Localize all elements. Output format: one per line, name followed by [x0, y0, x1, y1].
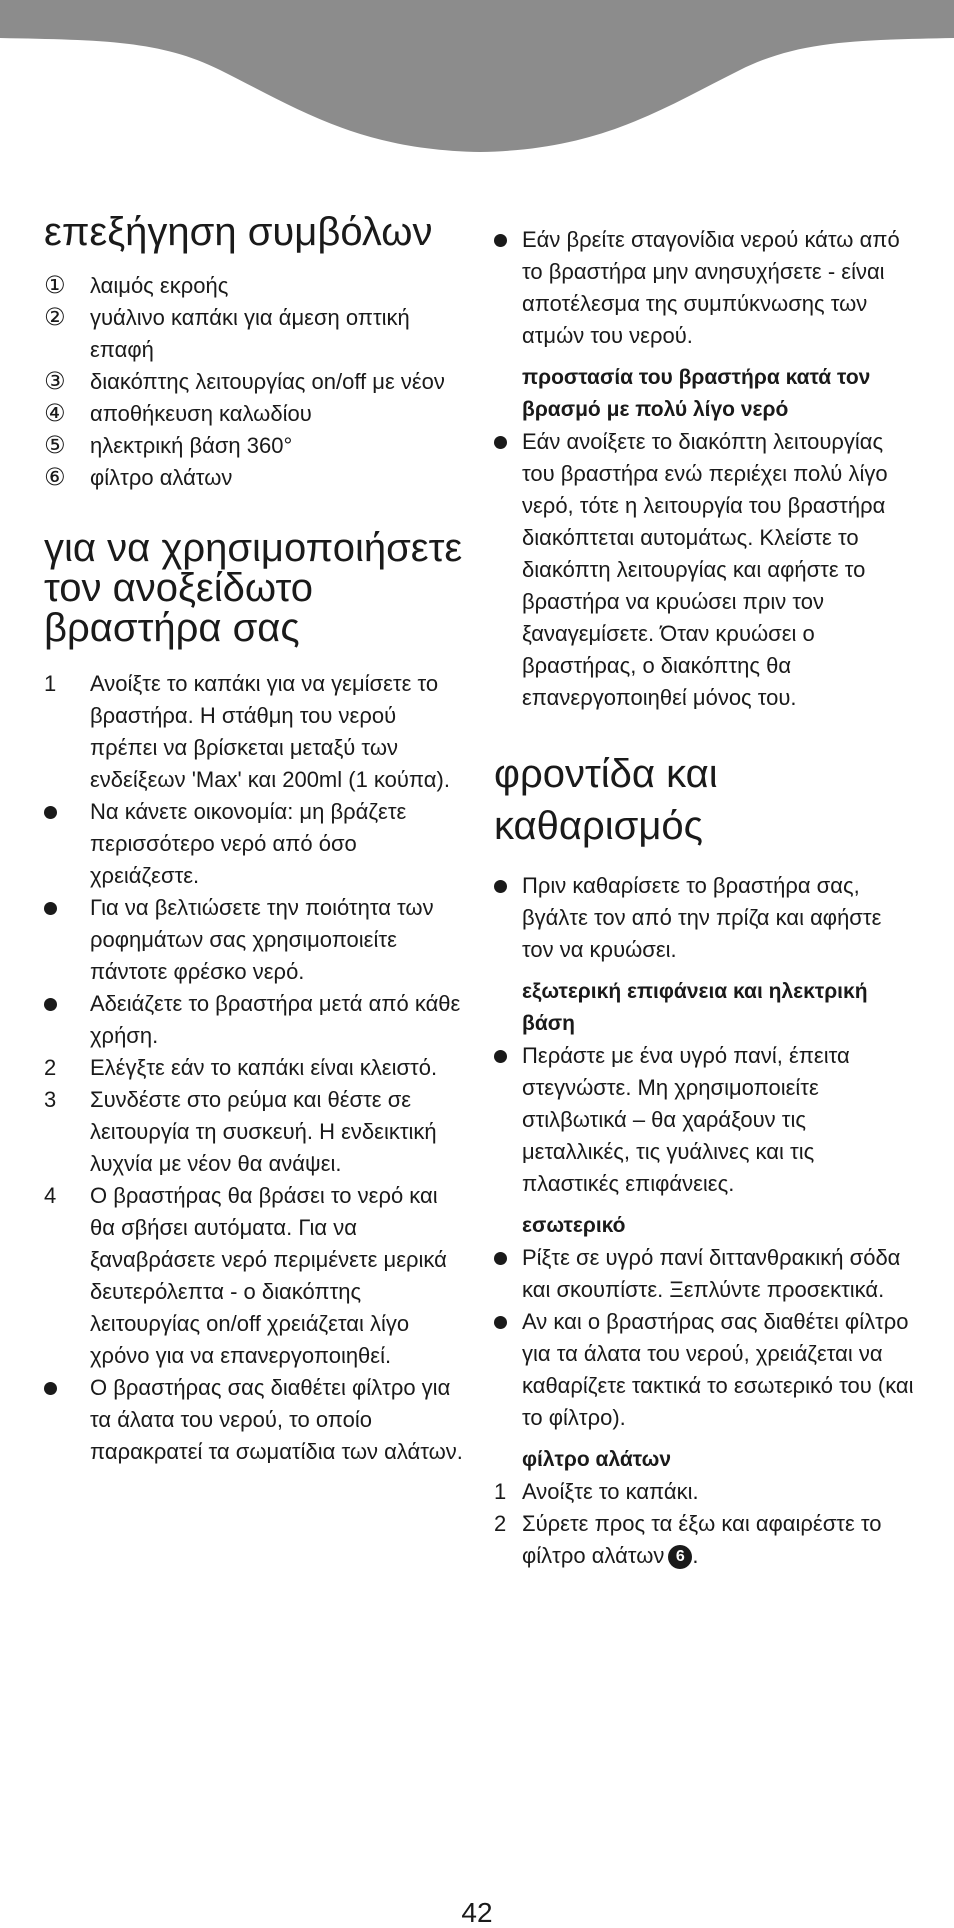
filter-subheading: φίλτρο αλάτων: [522, 1448, 672, 1471]
bullet-icon: [44, 988, 76, 1020]
step-marker: 1: [44, 671, 57, 696]
filter-steps-list: [494, 1476, 914, 1572]
list-item: [44, 892, 464, 988]
list-item: [44, 1084, 464, 1180]
circled-number-3: ③: [44, 368, 66, 395]
list-item: [494, 224, 914, 352]
circled-number-5: ⑤: [44, 432, 66, 459]
bullet-icon: [494, 1242, 526, 1274]
list-item-text: διακόπτης λειτουργίας on/off με νέον: [90, 369, 445, 394]
list-item-text: Περάστε με ένα υγρό πανί, έπειτα στεγνώστε. Μη χρησιμοποιείτε στιλβωτικά – θα χαράξουν τις μεταλλικές, τις γυάλινες και τις πλαστικές επιφάνειες.: [522, 1043, 850, 1196]
list-item-text: Ανοίξτε το καπάκι.: [522, 1479, 699, 1504]
list-item: [494, 1242, 914, 1306]
bullet-icon: [494, 870, 526, 902]
care-intro-list: [494, 870, 914, 966]
circled-number-4: ④: [44, 400, 66, 427]
list-item: [44, 270, 464, 302]
usage-heading: για να χρησιμοποιήσετε τον ανοξείδωτο βραστήρα σας: [44, 526, 463, 650]
list-item: [44, 988, 464, 1052]
list-item: [44, 796, 464, 892]
list-item-text: ηλεκτρική βάση 360°: [90, 433, 293, 458]
number-6-badge-icon: 6: [668, 1545, 692, 1569]
list-item-text: λαιμός εκροής: [90, 273, 229, 298]
list-item: [44, 1052, 464, 1084]
usage-steps-list: [44, 668, 464, 1468]
step-marker: 1: [494, 1479, 507, 1504]
bullet-icon: [494, 1306, 526, 1338]
list-item: [44, 302, 464, 366]
list-item-text: Εάν βρείτε σταγονίδια νερού κάτω από το βραστήρα μην ανησυχήσετε - είναι αποτέλεσμα της συμπύκνωσης των ατμών του νερού.: [522, 227, 900, 348]
header-wave-decoration: [0, 0, 954, 160]
list-item: [44, 1372, 464, 1468]
right-column: [494, 212, 914, 1572]
list-item: [44, 668, 464, 796]
list-item-text: Ανοίξτε το καπάκι για να γεμίσετε το βραστήρα. Η στάθμη του νερού πρέπει να βρίσκεται μεταξύ των ενδείξεων 'Max' και 200ml (1 κούπα).: [90, 671, 450, 792]
list-item-text: Να κάνετε οικονομία: μη βράζετε περισσότερο νερό από όσο χρειάζεστε.: [90, 799, 407, 888]
list-item-text: Ρίξτε σε υγρό πανί διττανθρακική σόδα και σκουπίστε. Ξεπλύντε προσεκτικά.: [522, 1245, 901, 1302]
list-item-text: Ελέγξτε εάν το καπάκι είναι κλειστό.: [90, 1055, 438, 1080]
bullet-icon: [44, 1372, 76, 1404]
list-item-text: Συνδέστε στο ρεύμα και θέστε σε λειτουργία τη συσκευή. Η ενδεικτική λυχνία με νέον θα ανάψει.: [90, 1087, 437, 1176]
symbols-heading: επεξήγηση συμβόλων: [44, 210, 433, 254]
left-column: [44, 212, 464, 1468]
step-marker: 2: [494, 1511, 507, 1536]
bullet-icon: [494, 224, 526, 256]
circled-number-1: ①: [44, 272, 66, 299]
step-marker: 3: [44, 1087, 57, 1112]
step-marker: 4: [44, 1183, 57, 1208]
list-item: [494, 426, 914, 714]
protection-subheading: προστασία του βραστήρα κατά τον βρασμό με πολύ λίγο νερό: [522, 366, 871, 421]
page-number: 42: [461, 1897, 493, 1928]
bullet-icon: [494, 1040, 526, 1072]
list-item: [44, 366, 464, 398]
exterior-list: [494, 1040, 914, 1200]
list-item: [494, 1306, 914, 1434]
list-item-text: Πριν καθαρίσετε το βραστήρα σας, βγάλτε τον από την πρίζα και αφήστε τον να κρυώσει.: [522, 873, 882, 962]
list-item-text: Ο βραστήρας σας διαθέτει φίλτρο για τα άλατα του νερού, το οποίο παρακρατεί τα σωματίδια των αλάτων.: [90, 1375, 463, 1464]
list-item: [44, 398, 464, 430]
list-item: [44, 1180, 464, 1372]
list-item-text: Αν και ο βραστήρας σας διαθέτει φίλτρο για τα άλατα του νερού, χρειάζεται να καθαρίζετε τακτικά το εσωτερικό του (και το φίλτρο).: [522, 1309, 914, 1430]
list-item: [44, 462, 464, 494]
bullet-icon: [44, 892, 76, 924]
list-item-text: Ο βραστήρας θα βράσει το νερό και θα σβήσει αυτόματα. Για να ξαναβράσετε νερό περιμένετε μερικά δευτερόλεπτα - ο διακόπτης λειτουργίας on/off χρειάζεται λίγο χρόνο για να επανεργοποιηθεί.: [90, 1183, 447, 1368]
step-marker: 2: [44, 1055, 57, 1080]
list-item: [494, 1476, 914, 1508]
list-item-text: Για να βελτιώσετε την ποιότητα των ροφημάτων σας χρησιμοποιείτε πάντοτε φρέσκο νερό.: [90, 895, 434, 984]
sentence-end: .: [692, 1543, 699, 1568]
circled-number-2: ②: [44, 304, 66, 331]
list-item-text: Αδειάζετε το βραστήρα μετά από κάθε χρήση.: [90, 991, 461, 1048]
symbols-list: [44, 270, 464, 494]
list-item: [494, 1508, 914, 1572]
droplets-list: [494, 224, 914, 352]
list-item: [44, 430, 464, 462]
list-item-text: Σύρετε προς τα έξω και αφαιρέστε το φίλτρο αλάτων: [522, 1511, 882, 1568]
bullet-icon: [44, 796, 76, 828]
list-item: [494, 870, 914, 966]
exterior-subheading: εξωτερική επιφάνεια και ηλεκτρική βάση: [522, 980, 868, 1035]
list-item-text: γυάλινο καπάκι για άμεση οπτική επαφή: [90, 305, 410, 362]
protection-list: [494, 426, 914, 714]
care-heading: φροντίδα και καθαρισμός: [494, 752, 718, 848]
circled-number-6: ⑥: [44, 464, 66, 491]
list-item-text: Εάν ανοίξετε το διακόπτη λειτουργίας του βραστήρα ενώ περιέχει πολύ λίγο νερό, τότε η λειτουργία του βραστήρα διακόπτεται αυτομάτως. Κλείστε το διακόπτη λειτουργίας και αφήστε το βραστήρα να κρυώσει πριν τον ξαναγεμίσετε. Όταν κρυώσει ο βραστήρας, ο διακόπτης θα επανεργοποιηθεί μόνος του.: [522, 429, 888, 710]
interior-list: [494, 1242, 914, 1434]
list-item: [494, 1040, 914, 1200]
bullet-icon: [494, 426, 526, 458]
interior-subheading: εσωτερικό: [522, 1214, 626, 1237]
list-item-text: αποθήκευση καλωδίου: [90, 401, 312, 426]
list-item-text: φίλτρο αλάτων: [90, 465, 233, 490]
